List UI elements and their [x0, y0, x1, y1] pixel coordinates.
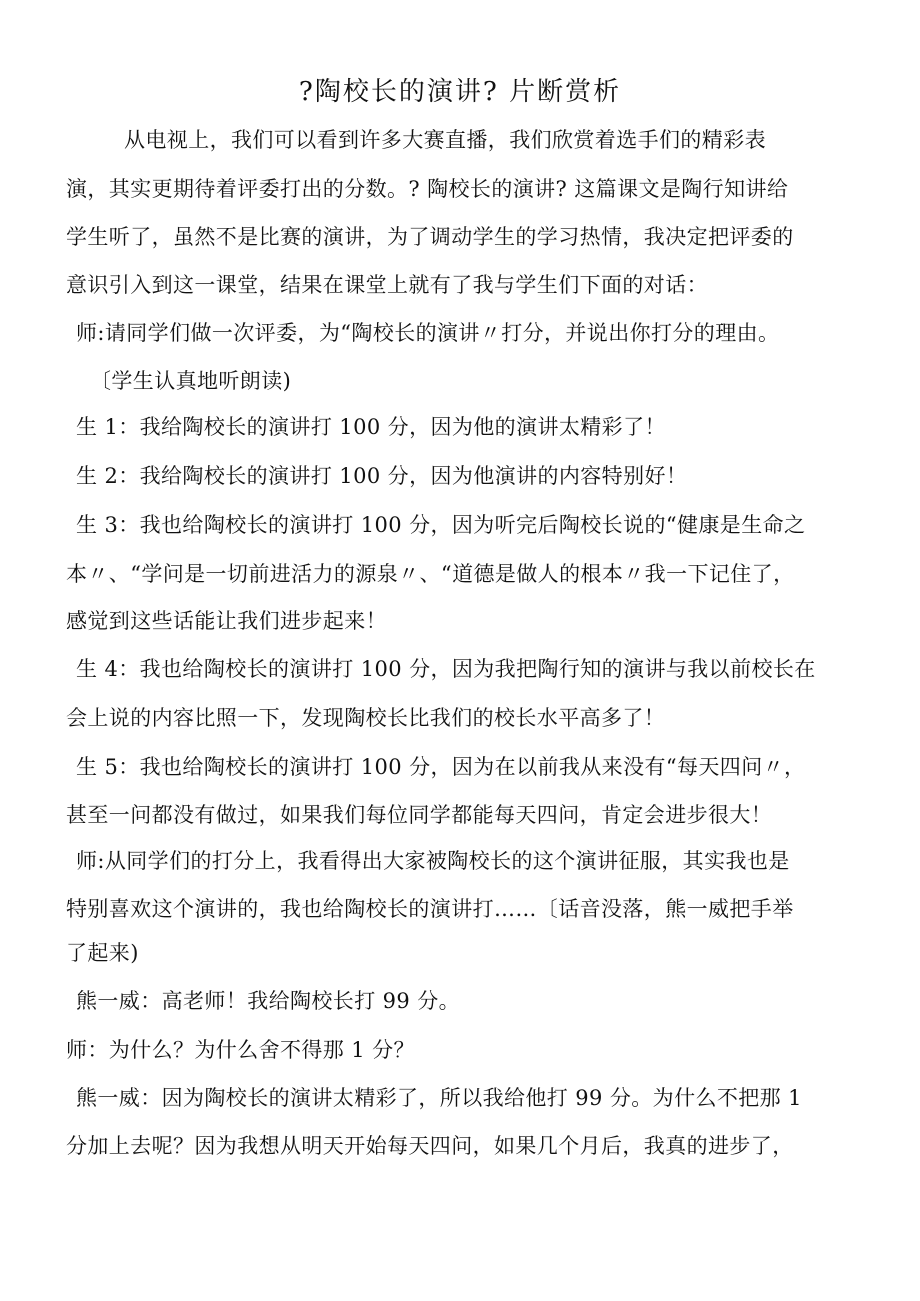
document-title: ?陶校长的演讲? 片断赏析 [298, 77, 622, 107]
paragraph-line: 意识引入到这一课堂，结果在课堂上就有了我与学生们下面的对话： [66, 273, 708, 297]
dialogue-line: 感觉到这些话能让我们进步起来！ [66, 609, 387, 633]
dialogue-line: 师：为什么？为什么舍不得那 1 分？ [66, 1038, 415, 1062]
dialogue-line: 会上说的内容比照一下，发现陶校长比我们的校长水平高多了！ [66, 706, 666, 730]
dialogue-line: 生 4：我也给陶校长的演讲打 100 分，因为我把陶行知的演讲与我以前校长在 [76, 657, 816, 681]
dialogue-line: 熊一威：因为陶校长的演讲太精彩了，所以我给他打 99 分。为什么不把那 1 [76, 1086, 802, 1110]
paragraph-line: 演，其实更期待着评委打出的分数。? 陶校长的演讲? 这篇课文是陶行知讲给 [66, 177, 789, 201]
dialogue-line: 生 2：我给陶校长的演讲打 100 分，因为他演讲的内容特别好！ [76, 464, 688, 488]
dialogue-line: 生 3：我也给陶校长的演讲打 100 分，因为听完后陶校长说的“健康是生命之 [76, 513, 806, 537]
dialogue-line: 熊一威：高老师！我给陶校长打 99 分。 [76, 989, 461, 1013]
dialogue-line: 师:从同学们的打分上，我看得出大家被陶校长的这个演讲征服，其实我也是 [76, 849, 790, 873]
dialogue-line: 甚至一问都没有做过，如果我们每位同学都能每天四问，肯定会进步很大！ [66, 803, 773, 827]
dialogue-line: 生 5：我也给陶校长的演讲打 100 分，因为在以前我从来没有“每天四问〃， [76, 755, 806, 779]
dialogue-line: 师:请同学们做一次评委，为“陶校长的演讲〃打分，并说出你打分的理由。 [76, 321, 780, 345]
dialogue-line: 分加上去呢？因为我想从明天开始每天四问，如果几个月后，我真的进步了， [66, 1134, 794, 1158]
dialogue-line: 了起来) [66, 941, 139, 965]
dialogue-line: 生 1：我给陶校长的演讲打 100 分，因为他的演讲太精彩了！ [76, 415, 666, 439]
stage-note: 〔学生认真地听朗读) [90, 369, 292, 393]
dialogue-line: 本〃、“学问是一切前进活力的源泉〃、“道德是做人的根本〃我一下记住了， [66, 562, 795, 586]
dialogue-line: 特别喜欢这个演讲的，我也给陶校长的演讲打……〔话音没落，熊一威把手举 [66, 897, 794, 921]
paragraph-line: 学生听了，虽然不是比赛的演讲，为了调动学生的学习热情，我决定把评委的 [66, 225, 794, 249]
paragraph-line: 从电视上，我们可以看到许多大赛直播，我们欣赏着选手们的精彩表 [124, 128, 766, 152]
